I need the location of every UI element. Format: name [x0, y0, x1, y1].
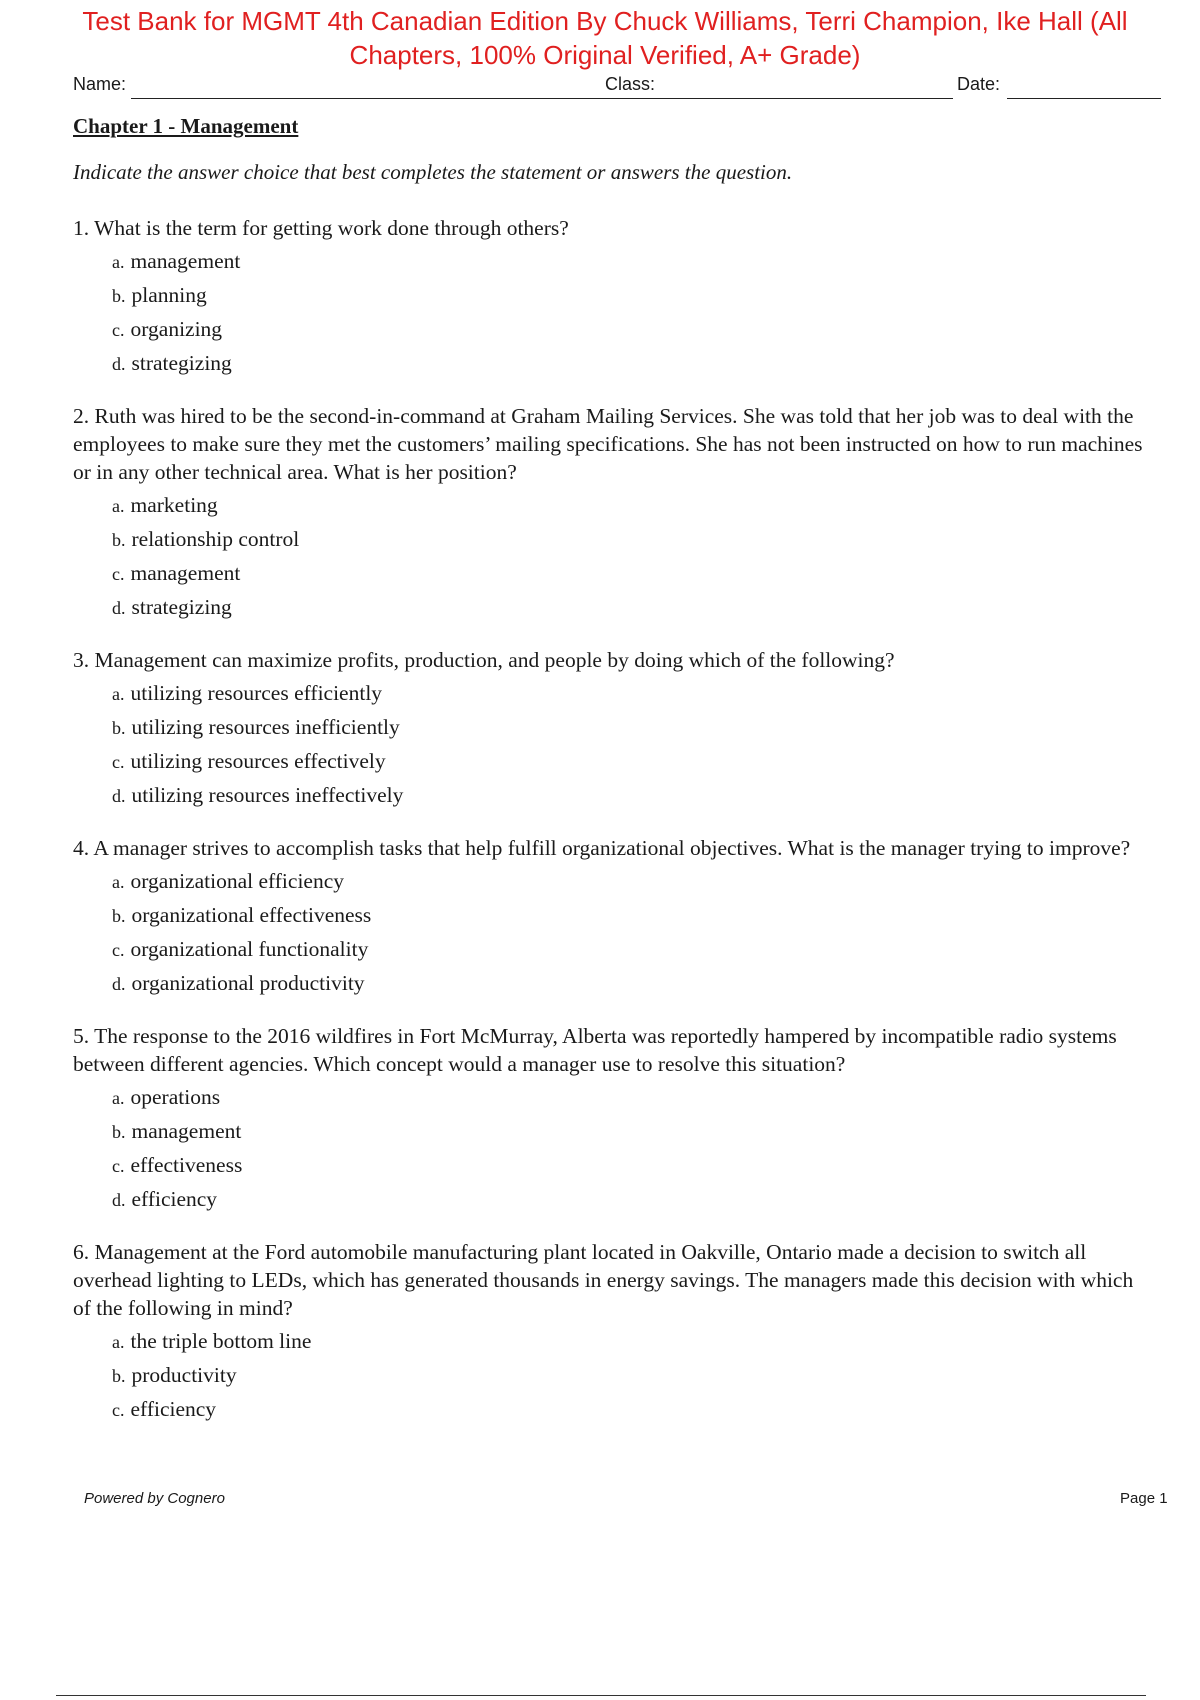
answer-choices: [112, 488, 1148, 624]
question-stem: 5. The response to the 2016 wildfires in Fort McMurray, Alberta was reportedly hampered by incompatible radio systems between different agencies. Which concept would a manager use to resolve this situation?: [73, 1024, 1117, 1076]
answer-choices: [112, 864, 1148, 1000]
choice-letter: b.: [112, 906, 126, 926]
answer-choices: [112, 244, 1148, 380]
class-blank-line: [661, 98, 953, 99]
question: [73, 646, 1148, 812]
answer-choice: [112, 1324, 1148, 1358]
answer-choice: [112, 1114, 1148, 1148]
choice-text: organizing: [130, 317, 223, 341]
answer-choice: [112, 778, 1148, 812]
answer-choices: [112, 1080, 1148, 1216]
answer-choice: [112, 1392, 1148, 1426]
question-stem: 6. Management at the Ford automobile manufacturing plant located in Oakville, Ontario made a decision to switch all overhead lighting to LEDs, which has generated thousands in energy savings. The managers made this decision with which of the following in mind?: [73, 1240, 1134, 1320]
chapter-heading: Chapter 1 - Management: [73, 114, 299, 138]
choice-letter: d.: [112, 974, 126, 994]
choice-text: efficiency: [131, 1187, 218, 1211]
document-title: Test Bank for MGMT 4th Canadian Edition By Chuck Williams, Terri Champion, Ike Hall (All Chapters, 100% Original Verified, A+ Grade): [82, 6, 1128, 70]
answer-choice: [112, 1358, 1148, 1392]
answer-choice: [112, 244, 1148, 278]
choice-letter: a.: [112, 684, 125, 704]
name-blank-line: [131, 98, 671, 99]
question: [73, 402, 1148, 624]
choice-text: management: [131, 1119, 242, 1143]
choice-text: management: [130, 249, 241, 273]
answer-choice: [112, 590, 1148, 624]
date-label: Date:: [957, 74, 1001, 94]
choice-letter: c.: [112, 1156, 125, 1176]
choice-text: the triple bottom line: [130, 1329, 312, 1353]
answer-choices: [112, 676, 1148, 812]
answer-choice: [112, 744, 1148, 778]
choice-letter: a.: [112, 496, 125, 516]
choice-letter: b.: [112, 718, 126, 738]
choice-letter: c.: [112, 320, 125, 340]
answer-choice: [112, 312, 1148, 346]
choice-text: strategizing: [131, 595, 232, 619]
choice-letter: a.: [112, 1332, 125, 1352]
choice-letter: b.: [112, 530, 126, 550]
choice-text: organizational effectiveness: [131, 903, 372, 927]
choice-text: effectiveness: [130, 1153, 243, 1177]
choice-letter: a.: [112, 872, 125, 892]
class-label: Class:: [605, 74, 656, 94]
choice-text: utilizing resources inefficiently: [131, 715, 400, 739]
answer-choice: [112, 1182, 1148, 1216]
choice-text: organizational efficiency: [130, 869, 345, 893]
question-stem: 2. Ruth was hired to be the second-in-command at Graham Mailing Services. She was told that her job was to deal with the employees to make sure they met the customers’ mailing specifications. She has not been instructed on how to run machines or in any other technical area. What is her position?: [73, 404, 1143, 484]
answer-choice: [112, 346, 1148, 380]
name-label: Name:: [73, 74, 127, 94]
question: [73, 1238, 1148, 1426]
choice-letter: b.: [112, 286, 126, 306]
question-stem: 1. What is the term for getting work done through others?: [73, 216, 569, 240]
answer-choice: [112, 710, 1148, 744]
answer-choice: [112, 278, 1148, 312]
question: [73, 214, 1148, 380]
choice-text: operations: [130, 1085, 221, 1109]
answer-choice: [112, 932, 1148, 966]
answer-choice: [112, 966, 1148, 1000]
choice-text: organizational productivity: [131, 971, 365, 995]
choice-letter: c.: [112, 564, 125, 584]
choice-text: strategizing: [131, 351, 232, 375]
answer-choice: [112, 898, 1148, 932]
choice-text: utilizing resources effectively: [130, 749, 386, 773]
choice-text: management: [130, 561, 241, 585]
question: [73, 1022, 1148, 1216]
choice-letter: b.: [112, 1366, 126, 1386]
choice-letter: d.: [112, 354, 126, 374]
choice-text: utilizing resources ineffectively: [131, 783, 404, 807]
page-number: Page 1: [1120, 1490, 1168, 1507]
choice-letter: d.: [112, 1190, 126, 1210]
answer-choice: [112, 1148, 1148, 1182]
powered-by-footer: Powered by Cognero: [84, 1490, 225, 1507]
answer-choices: [112, 1324, 1148, 1426]
date-blank-line: [1007, 98, 1161, 99]
answer-choice: [112, 488, 1148, 522]
bottom-divider: [56, 1695, 1146, 1696]
choice-letter: c.: [112, 752, 125, 772]
answer-choice: [112, 1080, 1148, 1114]
instructions: Indicate the answer choice that best completes the statement or answers the question.: [73, 160, 793, 184]
choice-letter: c.: [112, 1400, 125, 1420]
answer-choice: [112, 522, 1148, 556]
choice-text: efficiency: [130, 1397, 217, 1421]
choice-text: marketing: [130, 493, 218, 517]
choice-text: utilizing resources efficiently: [130, 681, 383, 705]
question: [73, 834, 1148, 1000]
choice-letter: a.: [112, 1088, 125, 1108]
choice-letter: a.: [112, 252, 125, 272]
choice-text: relationship control: [131, 527, 300, 551]
student-info-fields: [73, 72, 1161, 102]
choice-letter: c.: [112, 940, 125, 960]
answer-choice: [112, 676, 1148, 710]
choice-letter: b.: [112, 1122, 126, 1142]
question-stem: 3. Management can maximize profits, production, and people by doing which of the following?: [73, 648, 895, 672]
question-list: [73, 214, 1148, 1448]
choice-letter: d.: [112, 598, 126, 618]
choice-text: planning: [131, 283, 207, 307]
answer-choice: [112, 864, 1148, 898]
question-stem: 4. A manager strives to accomplish tasks that help fulfill organizational objectives. What is the manager trying to improve?: [73, 836, 1131, 860]
choice-letter: d.: [112, 786, 126, 806]
choice-text: productivity: [131, 1363, 237, 1387]
choice-text: organizational functionality: [130, 937, 369, 961]
answer-choice: [112, 556, 1148, 590]
